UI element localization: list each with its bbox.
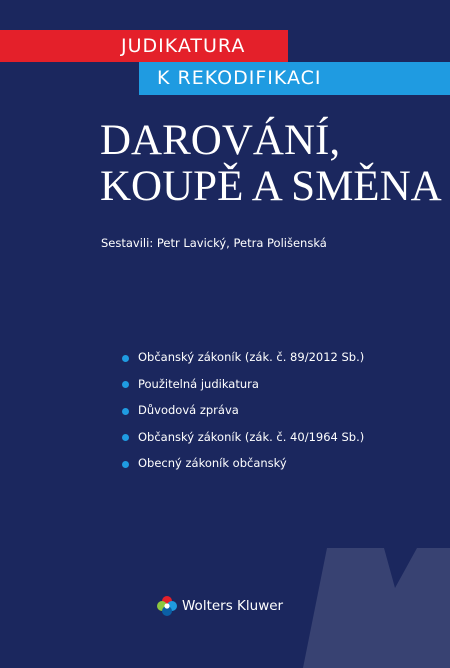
publisher [156, 595, 283, 617]
contents-item-label: Použitelná judikatura [138, 376, 259, 391]
title-line-2: KOUPĚ A SMĚNA [100, 163, 442, 210]
series-line-2: K REKODIFIKACI [157, 67, 322, 89]
contents-item-label: Občanský zákoník (zák. č. 89/2012 Sb.) [138, 350, 365, 364]
contents-item-label: Občanský zákoník (zák. č. 40/1964 Sb.) [138, 429, 365, 444]
authors-line: Sestavili: Petr Lavický, Petra Polišenská [101, 236, 327, 250]
publisher-name: Wolters Kluwer [182, 598, 284, 614]
series-line-1: JUDIKATURA [121, 35, 246, 57]
contents-item-label: Důvodová zpráva [138, 403, 239, 417]
wolters-kluwer-logo-icon [156, 595, 178, 617]
title-line-1: DAROVÁNÍ, [100, 117, 341, 164]
contents-item-label: Obecný zákoník občanský [138, 456, 287, 470]
